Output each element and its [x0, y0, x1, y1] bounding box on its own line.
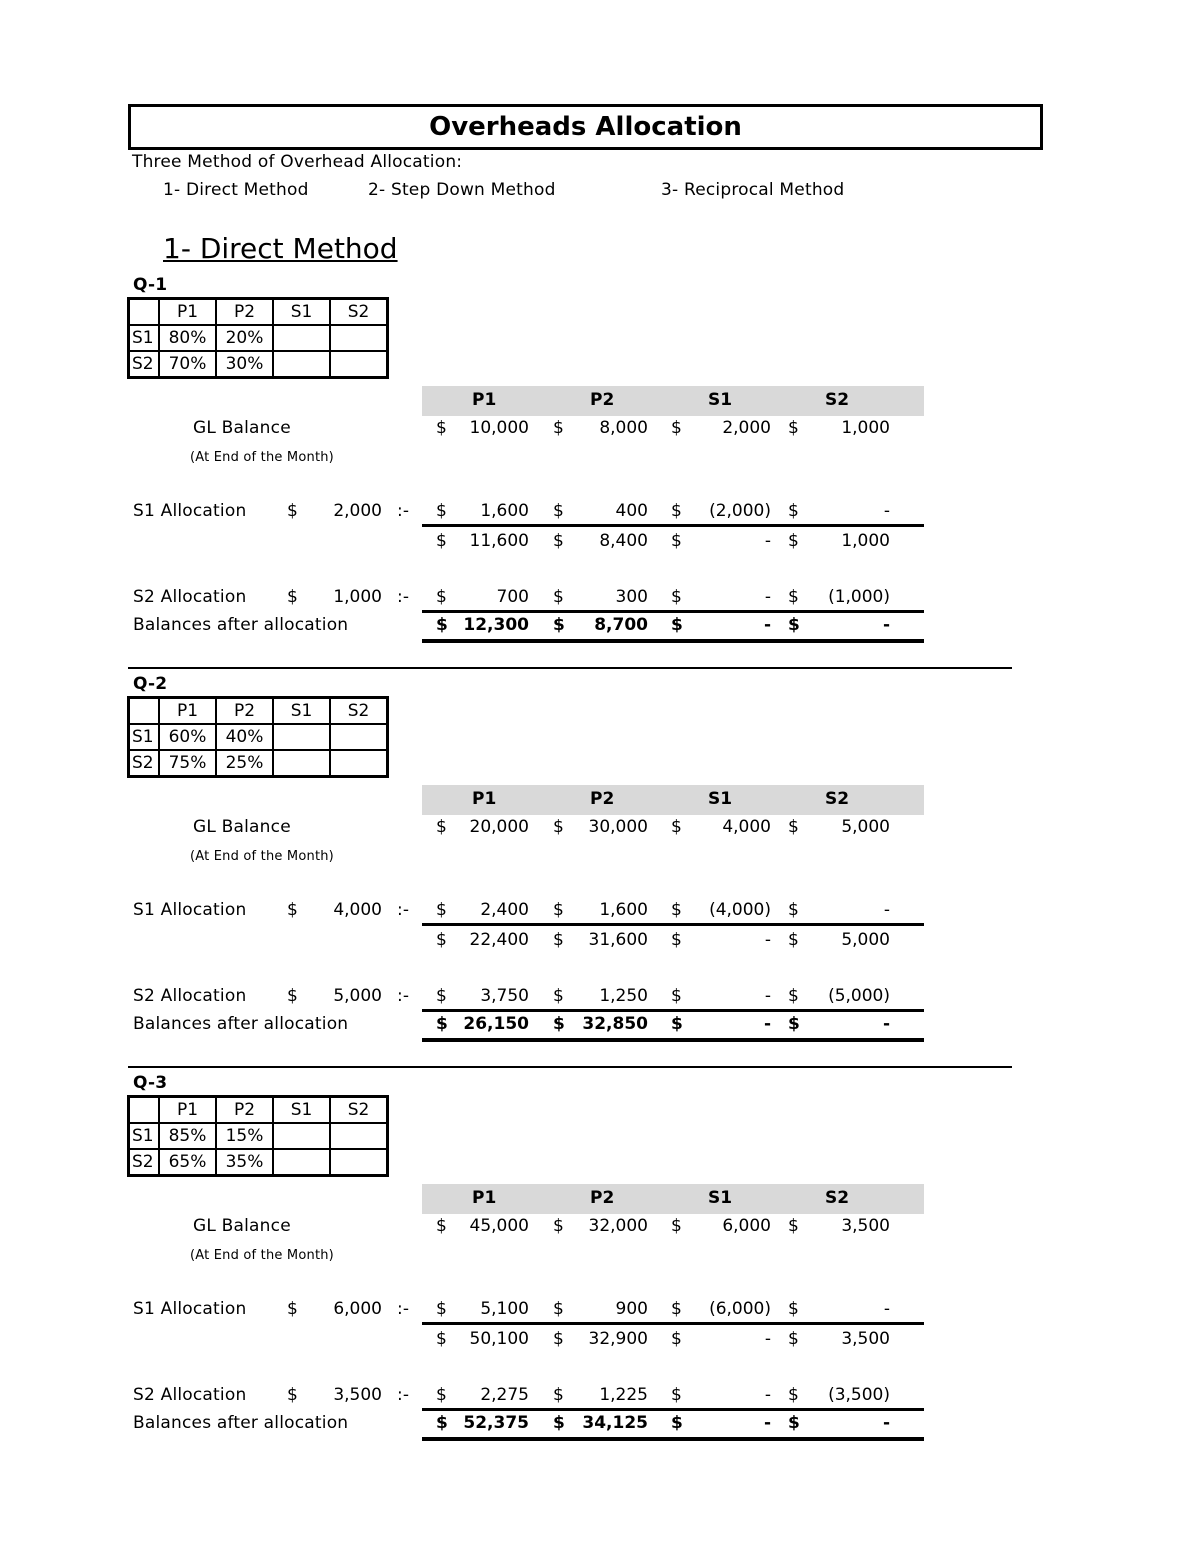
grid-col-header: P2	[216, 1097, 273, 1124]
grid-cell: 65%	[159, 1149, 216, 1176]
grid-cell: 30%	[216, 351, 273, 378]
grid-corner	[129, 698, 160, 725]
subtotal-value: -	[764, 531, 771, 551]
s2-allocation-amount: 3,500	[333, 1385, 382, 1405]
subtotal-value: 32,900	[588, 1329, 648, 1349]
gl-balance-label: GL Balance	[193, 1216, 291, 1236]
dollar-sign: $	[287, 587, 298, 607]
gl-balance-label: GL Balance	[193, 817, 291, 837]
s1-allocation-value: (6,000)	[709, 1299, 771, 1319]
s1-allocation-value: 400	[615, 501, 648, 521]
dollar-sign: $	[788, 418, 799, 438]
grid-cell: 35%	[216, 1149, 273, 1176]
dollar-sign: $	[436, 1413, 448, 1433]
dollar-sign: $	[788, 1014, 800, 1034]
question-label: Q-2	[133, 674, 168, 694]
page-title: Overheads Allocation	[128, 104, 1043, 150]
grid-cell	[330, 1123, 388, 1149]
dollar-sign: $	[671, 418, 682, 438]
method-3: 3- Reciprocal Method	[661, 180, 845, 200]
final-balance-value: 8,700	[594, 615, 648, 635]
total-line-top	[422, 1408, 924, 1411]
s1-allocation-amount: 2,000	[333, 501, 382, 521]
dollar-sign: $	[671, 900, 682, 920]
subtotal-line	[422, 1322, 924, 1325]
dollar-sign: $	[436, 501, 447, 521]
dollar-sign: $	[788, 501, 799, 521]
gl-balance-value: 30,000	[588, 817, 648, 837]
s1-allocation-value: 2,400	[480, 900, 529, 920]
grid-corner	[129, 299, 160, 326]
dollar-sign: $	[553, 501, 564, 521]
dollar-sign: $	[553, 1216, 564, 1236]
s2-allocation-value: (5,000)	[828, 986, 890, 1006]
dollar-sign: $	[436, 418, 447, 438]
final-balance-value: -	[763, 1014, 771, 1034]
dollar-sign: $	[436, 531, 447, 551]
column-header: P1	[472, 390, 497, 410]
final-balance-value: 26,150	[463, 1014, 529, 1034]
method-2: 2- Step Down Method	[368, 180, 556, 200]
grid-row-label: S2	[129, 1149, 160, 1176]
grid-cell: 75%	[159, 750, 216, 777]
dollar-sign: $	[788, 1329, 799, 1349]
end-of-month-label: (At End of the Month)	[190, 450, 334, 465]
s2-allocation-value: 1,225	[599, 1385, 648, 1405]
dollar-sign: $	[436, 1299, 447, 1319]
final-balance-value: 32,850	[582, 1014, 648, 1034]
grid-row-label: S1	[129, 724, 160, 750]
dollar-sign: $	[436, 1329, 447, 1349]
dollar-sign: $	[553, 1299, 564, 1319]
dollar-sign: $	[788, 817, 799, 837]
gl-balance-value: 10,000	[469, 418, 529, 438]
dollar-sign: $	[553, 1014, 565, 1034]
final-balance-value: -	[763, 1413, 771, 1433]
separator-symbol: :-	[397, 501, 410, 521]
grid-cell	[330, 724, 388, 750]
dollar-sign: $	[671, 587, 682, 607]
final-balance-value: -	[763, 615, 771, 635]
dollar-sign: $	[436, 587, 447, 607]
dollar-sign: $	[788, 531, 799, 551]
subtotal-value: 11,600	[469, 531, 529, 551]
grid-col-header: P2	[216, 698, 273, 725]
dollar-sign: $	[553, 930, 564, 950]
subtotal-value: -	[764, 930, 771, 950]
separator-symbol: :-	[397, 986, 410, 1006]
s1-allocation-label: S1 Allocation	[133, 501, 247, 521]
grid-row-label: S1	[129, 1123, 160, 1149]
gl-balance-value: 2,000	[722, 418, 771, 438]
question-label: Q-1	[133, 275, 168, 295]
dollar-sign: $	[671, 1385, 682, 1405]
grid-row-label: S1	[129, 325, 160, 351]
dollar-sign: $	[287, 900, 298, 920]
final-balance-value: -	[882, 1413, 890, 1433]
grid-col-header: P1	[159, 299, 216, 326]
total-line-top	[422, 610, 924, 613]
dollar-sign: $	[788, 986, 799, 1006]
column-header: S2	[825, 789, 850, 809]
grid-cell	[330, 351, 388, 378]
section-separator	[128, 667, 1012, 669]
dollar-sign: $	[553, 1413, 565, 1433]
grid-col-header: S2	[330, 698, 388, 725]
column-header: P2	[590, 789, 615, 809]
column-header: S1	[708, 1188, 733, 1208]
dollar-sign: $	[436, 817, 447, 837]
total-line-double	[422, 1038, 924, 1042]
subtotal-line	[422, 524, 924, 527]
dollar-sign: $	[788, 1216, 799, 1236]
separator-symbol: :-	[397, 1299, 410, 1319]
gl-balance-value: 4,000	[722, 817, 771, 837]
s2-allocation-amount: 5,000	[333, 986, 382, 1006]
grid-corner	[129, 1097, 160, 1124]
dollar-sign: $	[671, 615, 683, 635]
dollar-sign: $	[553, 1385, 564, 1405]
total-line-top	[422, 1009, 924, 1012]
dollar-sign: $	[436, 1216, 447, 1236]
s1-allocation-value: 5,100	[480, 1299, 529, 1319]
subtotal-value: 5,000	[841, 930, 890, 950]
final-balance-value: -	[882, 615, 890, 635]
final-balance-value: 34,125	[582, 1413, 648, 1433]
column-header: P2	[590, 390, 615, 410]
grid-cell	[330, 750, 388, 777]
dollar-sign: $	[436, 1385, 447, 1405]
subtotal-value: 8,400	[599, 531, 648, 551]
dollar-sign: $	[436, 900, 447, 920]
dollar-sign: $	[671, 817, 682, 837]
final-balance-value: -	[882, 1014, 890, 1034]
total-line-double	[422, 639, 924, 643]
method-1: 1- Direct Method	[163, 180, 309, 200]
dollar-sign: $	[788, 900, 799, 920]
s1-allocation-amount: 6,000	[333, 1299, 382, 1319]
grid-cell: 85%	[159, 1123, 216, 1149]
dollar-sign: $	[788, 1413, 800, 1433]
s2-allocation-label: S2 Allocation	[133, 587, 247, 607]
total-line-double	[422, 1437, 924, 1441]
grid-row-label: S2	[129, 750, 160, 777]
dollar-sign: $	[553, 531, 564, 551]
s1-allocation-label: S1 Allocation	[133, 1299, 247, 1319]
dollar-sign: $	[788, 587, 799, 607]
dollar-sign: $	[436, 986, 447, 1006]
intro-text: Three Method of Overhead Allocation:	[132, 152, 463, 172]
grid-row-label: S2	[129, 351, 160, 378]
s2-allocation-value: -	[764, 1385, 771, 1405]
s2-allocation-value: (1,000)	[828, 587, 890, 607]
gl-balance-label: GL Balance	[193, 418, 291, 438]
dollar-sign: $	[436, 1014, 448, 1034]
s1-allocation-value: 900	[615, 1299, 648, 1319]
dollar-sign: $	[553, 986, 564, 1006]
column-header: S1	[708, 390, 733, 410]
grid-col-header: S2	[330, 1097, 388, 1124]
s1-allocation-value: (2,000)	[709, 501, 771, 521]
s1-allocation-value: (4,000)	[709, 900, 771, 920]
s2-allocation-value: (3,500)	[828, 1385, 890, 1405]
s1-allocation-value: 1,600	[480, 501, 529, 521]
dollar-sign: $	[671, 986, 682, 1006]
grid-cell	[273, 1123, 330, 1149]
grid-cell	[273, 1149, 330, 1176]
dollar-sign: $	[287, 1385, 298, 1405]
dollar-sign: $	[287, 1299, 298, 1319]
dollar-sign: $	[671, 1413, 683, 1433]
s2-allocation-label: S2 Allocation	[133, 986, 247, 1006]
s2-allocation-value: 700	[496, 587, 529, 607]
balances-after-label: Balances after allocation	[133, 1413, 349, 1433]
s2-allocation-value: 2,275	[480, 1385, 529, 1405]
ratio-grid	[127, 1095, 389, 1177]
dollar-sign: $	[553, 587, 564, 607]
end-of-month-label: (At End of the Month)	[190, 849, 334, 864]
grid-cell: 20%	[216, 325, 273, 351]
grid-col-header: S1	[273, 299, 330, 326]
grid-cell: 80%	[159, 325, 216, 351]
dollar-sign: $	[788, 615, 800, 635]
s1-allocation-value: -	[883, 900, 890, 920]
dollar-sign: $	[436, 615, 448, 635]
gl-balance-value: 3,500	[841, 1216, 890, 1236]
dollar-sign: $	[788, 930, 799, 950]
subtotal-value: 3,500	[841, 1329, 890, 1349]
gl-balance-value: 45,000	[469, 1216, 529, 1236]
grid-cell	[273, 325, 330, 351]
final-balance-value: 12,300	[463, 615, 529, 635]
grid-col-header: P1	[159, 698, 216, 725]
column-header: P2	[590, 1188, 615, 1208]
grid-col-header: P2	[216, 299, 273, 326]
s2-allocation-value: 3,750	[480, 986, 529, 1006]
column-header: S2	[825, 1188, 850, 1208]
dollar-sign: $	[671, 930, 682, 950]
dollar-sign: $	[553, 817, 564, 837]
dollar-sign: $	[553, 615, 565, 635]
gl-balance-value: 32,000	[588, 1216, 648, 1236]
separator-symbol: :-	[397, 587, 410, 607]
s1-allocation-value: -	[883, 1299, 890, 1319]
grid-col-header: S1	[273, 698, 330, 725]
s1-allocation-value: -	[883, 501, 890, 521]
dollar-sign: $	[788, 1299, 799, 1319]
ratio-grid	[127, 696, 389, 778]
grid-cell: 25%	[216, 750, 273, 777]
section-separator	[128, 1066, 1012, 1068]
s2-allocation-value: -	[764, 986, 771, 1006]
dollar-sign: $	[671, 1299, 682, 1319]
dollar-sign: $	[671, 1216, 682, 1236]
s1-allocation-value: 1,600	[599, 900, 648, 920]
grid-cell: 40%	[216, 724, 273, 750]
question-label: Q-3	[133, 1073, 168, 1093]
dollar-sign: $	[788, 1385, 799, 1405]
dollar-sign: $	[671, 501, 682, 521]
subtotal-value: 50,100	[469, 1329, 529, 1349]
dollar-sign: $	[553, 1329, 564, 1349]
separator-symbol: :-	[397, 900, 410, 920]
grid-col-header: P1	[159, 1097, 216, 1124]
grid-cell	[273, 750, 330, 777]
s2-allocation-value: 1,250	[599, 986, 648, 1006]
gl-balance-value: 5,000	[841, 817, 890, 837]
grid-cell	[330, 1149, 388, 1176]
grid-cell: 15%	[216, 1123, 273, 1149]
dollar-sign: $	[671, 1014, 683, 1034]
grid-cell	[330, 325, 388, 351]
dollar-sign: $	[671, 1329, 682, 1349]
dollar-sign: $	[553, 418, 564, 438]
s2-allocation-value: 300	[615, 587, 648, 607]
gl-balance-value: 8,000	[599, 418, 648, 438]
gl-balance-value: 20,000	[469, 817, 529, 837]
gl-balance-value: 6,000	[722, 1216, 771, 1236]
column-header: S1	[708, 789, 733, 809]
subtotal-value: 31,600	[588, 930, 648, 950]
grid-cell: 60%	[159, 724, 216, 750]
grid-col-header: S2	[330, 299, 388, 326]
grid-col-header: S1	[273, 1097, 330, 1124]
column-header: S2	[825, 390, 850, 410]
s1-allocation-label: S1 Allocation	[133, 900, 247, 920]
column-header: P1	[472, 1188, 497, 1208]
subtotal-value: 1,000	[841, 531, 890, 551]
balances-after-label: Balances after allocation	[133, 615, 349, 635]
dollar-sign: $	[436, 930, 447, 950]
grid-cell	[273, 351, 330, 378]
subtotal-value: 22,400	[469, 930, 529, 950]
subtotal-line	[422, 923, 924, 926]
final-balance-value: 52,375	[463, 1413, 529, 1433]
s2-allocation-label: S2 Allocation	[133, 1385, 247, 1405]
s1-allocation-amount: 4,000	[333, 900, 382, 920]
dollar-sign: $	[671, 531, 682, 551]
section-heading: 1- Direct Method	[163, 232, 398, 265]
balances-after-label: Balances after allocation	[133, 1014, 349, 1034]
grid-cell	[273, 724, 330, 750]
s2-allocation-value: -	[764, 587, 771, 607]
s2-allocation-amount: 1,000	[333, 587, 382, 607]
separator-symbol: :-	[397, 1385, 410, 1405]
ratio-grid	[127, 297, 389, 379]
end-of-month-label: (At End of the Month)	[190, 1248, 334, 1263]
dollar-sign: $	[287, 501, 298, 521]
gl-balance-value: 1,000	[841, 418, 890, 438]
subtotal-value: -	[764, 1329, 771, 1349]
column-header: P1	[472, 789, 497, 809]
dollar-sign: $	[553, 900, 564, 920]
grid-cell: 70%	[159, 351, 216, 378]
dollar-sign: $	[287, 986, 298, 1006]
